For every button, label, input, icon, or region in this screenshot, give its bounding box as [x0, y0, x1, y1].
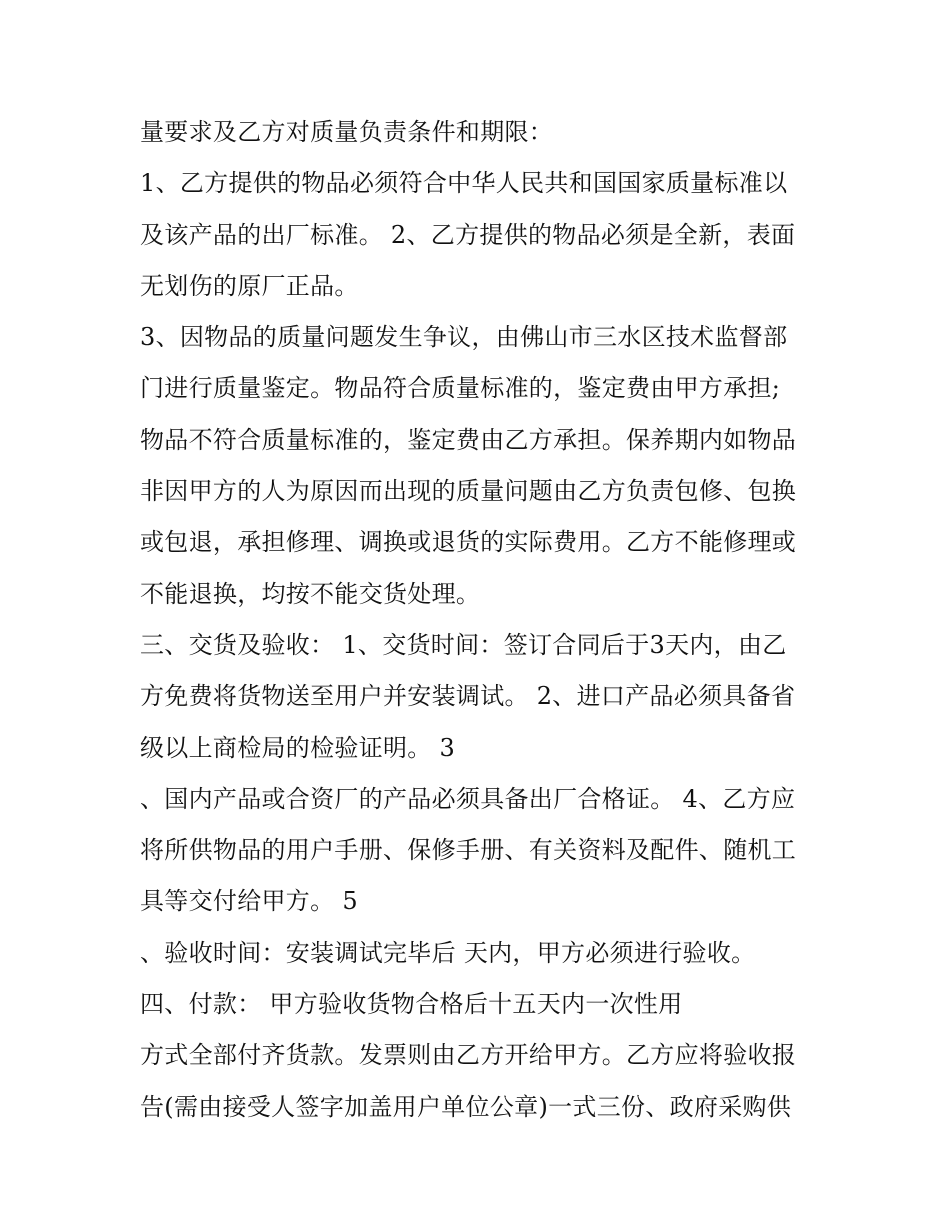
text-line: 3、因物品的质量问题发生争议，由佛山市三水区技术监督部 — [140, 323, 788, 352]
text-line: 告(需由接受人签字加盖用户单位公章)一式三份、政府采购供 — [140, 1092, 792, 1121]
text-line: 及该产品的出厂标准。 2、乙方提供的物品必须是全新，表面 — [140, 220, 796, 249]
text-line: 具等交付给甲方。 5 — [140, 887, 358, 916]
text-line: 无划伤的原厂正品。 — [140, 271, 359, 300]
text-line: 或包退，承担修理、调换或退货的实际费用。乙方不能修理或 — [140, 528, 797, 557]
text-line: 方免费将货物送至用户并安装调试。 2、进口产品必须具备省 — [140, 682, 796, 711]
text-line: 物品不符合质量标准的，鉴定费由乙方承担。保养期内如物品 — [140, 425, 797, 454]
text-line: 、国内产品或合资厂的产品必须具备出厂合格证。 4、乙方应 — [140, 784, 796, 813]
text-line: 量要求及乙方对质量负责条件和期限： — [140, 118, 554, 146]
text-line: 门进行质量鉴定。物品符合质量标准的，鉴定费由甲方承担; — [140, 374, 781, 403]
text-line: 方式全部付齐货款。发票则由乙方开给甲方。乙方应将验收报 — [140, 1041, 797, 1070]
text-line: 级以上商检局的检验证明。 3 — [140, 733, 456, 762]
text-line: 不能退换，均按不能交货处理。 — [140, 579, 481, 608]
text-line: 、验收时间：安装调试完毕后 天内，甲方必须进行验收。 — [140, 938, 756, 967]
text-line: 三、交货及验收： 1、交货时间：签订合同后于3天内，由乙 — [140, 630, 787, 659]
text-line: 四、付款： 甲方验收货物合格后十五天内一次性用 — [140, 990, 683, 1019]
text-line: 1、乙方提供的物品必须符合中华人民共和国国家质量标准以 — [140, 169, 788, 198]
text-line: 非因甲方的人为原因而出现的质量问题由乙方负责包修、包换 — [140, 477, 797, 506]
text-line: 将所供物品的用户手册、保修手册、有关资料及配件、随机工 — [140, 836, 797, 865]
contract-text — [140, 107, 830, 1133]
